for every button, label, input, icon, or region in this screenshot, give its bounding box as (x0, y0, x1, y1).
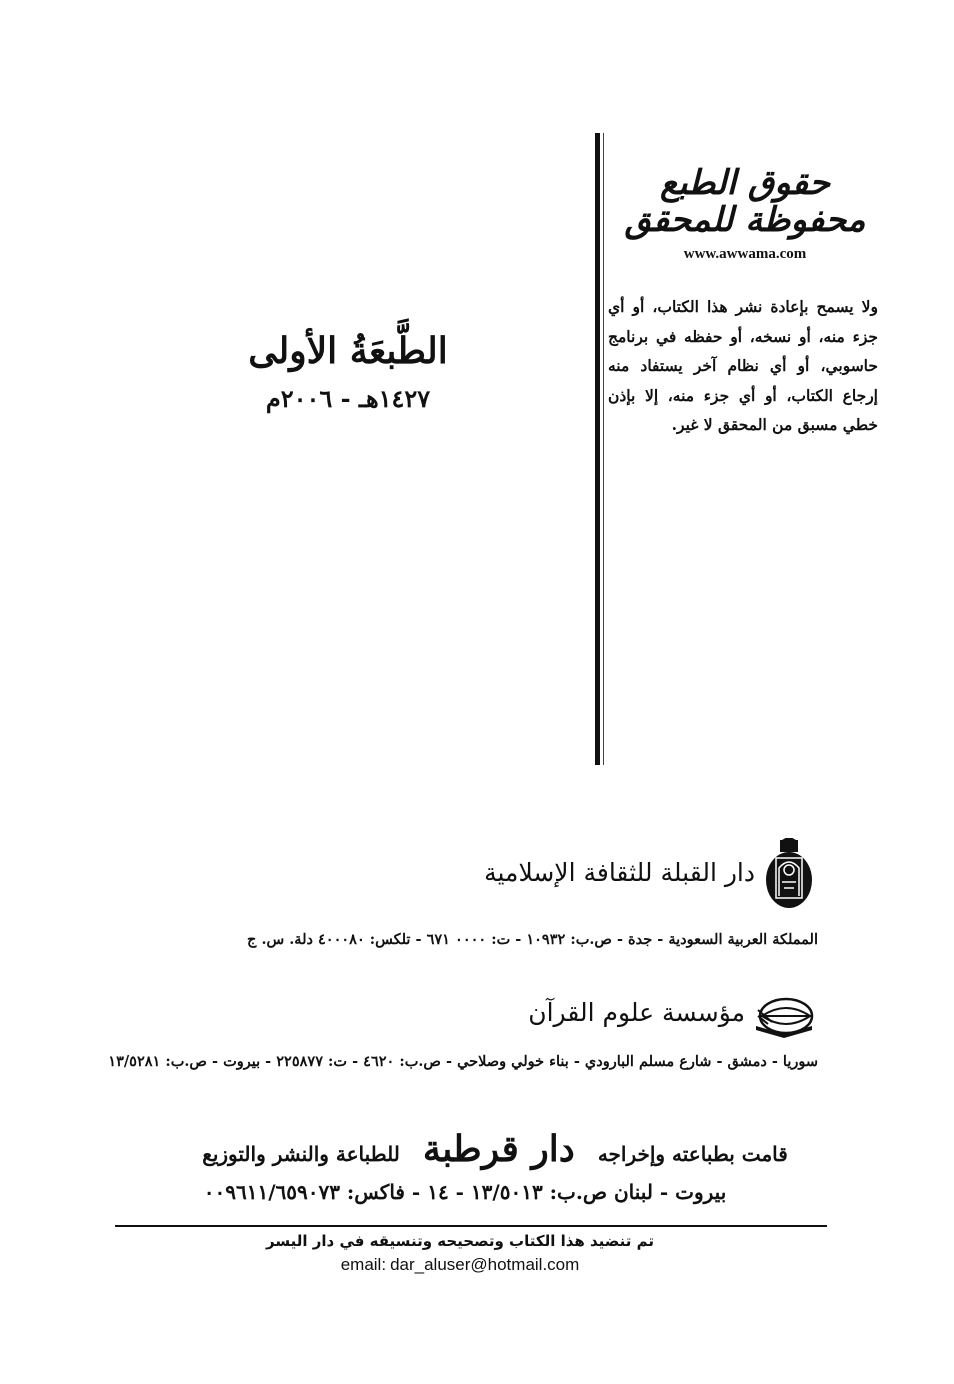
column-divider-thin (603, 133, 604, 765)
email-label: email: (340, 1255, 387, 1274)
contact-email (240, 1255, 680, 1275)
email-address-link[interactable]: dar_aluser@hotmail.com (390, 1255, 580, 1274)
qibla-logo-icon (764, 838, 814, 910)
printer-suffix: للطباعة والنشر والتوزيع (202, 1142, 400, 1166)
copyright-title: حقوق الطبع محفوظة للمحقق (624, 163, 866, 241)
printer-prefix: قامت بطباعته وإخراجه (597, 1142, 788, 1166)
edition-title: الطَّبعَةُ الأولى (248, 330, 448, 372)
publisher-name: مؤسسة علوم القرآن (528, 998, 745, 1027)
printer-line (190, 1128, 800, 1170)
footer-divider (115, 1225, 827, 1227)
copyright-notice: ولا يسمح بإعادة نشر هذا الكتاب، أو أي جزء منه، أو نسخه، أو حفظه في برنامج حاسوبي، أو أي نظام آخر يستفاد منه إرجاع الكتاب، أو أي جزء منه، إلا بإذن خطي مسبق من المحقق لا غير. (608, 297, 878, 434)
publisher-name: دار القبلة للثقافة الإسلامية (484, 858, 755, 887)
globe-book-logo-icon (754, 996, 814, 1038)
column-divider-thick (595, 133, 600, 765)
printer-name: دار قرطبة (422, 1128, 575, 1170)
publisher-address: سوريا - دمشق - شارع مسلم البارودي - بناء خولي وصلاحي - ص.ب: ٤٦٢٠ - ت: ٢٢٥٨٧٧ - بيروت - ص.ب: ١٣/٥٢٨١ (108, 1053, 818, 1070)
publisher-address: المملكة العربية السعودية - جدة - ص.ب: ١٠٩٣٢ - ت: ٠٠٠٠ ٦٧١ - تلكس: ٤٠٠٠٨٠ دلة. س. ج (247, 931, 818, 948)
edition-date: ١٤٢٧هـ - ٢٠٠٦م (265, 384, 431, 413)
printer-address: بيروت - لبنان ص.ب: ١٣/٥٠١٣ - ١٤ - فاكس: ٠٠٩٦١١/٦٥٩٠٧٣ (203, 1180, 727, 1204)
website-link[interactable]: www.awwama.com (683, 246, 807, 262)
digitization-note: تم تنضيد هذا الكتاب وتصحيحه وتنسيقه في دار اليسر (266, 1232, 654, 1250)
